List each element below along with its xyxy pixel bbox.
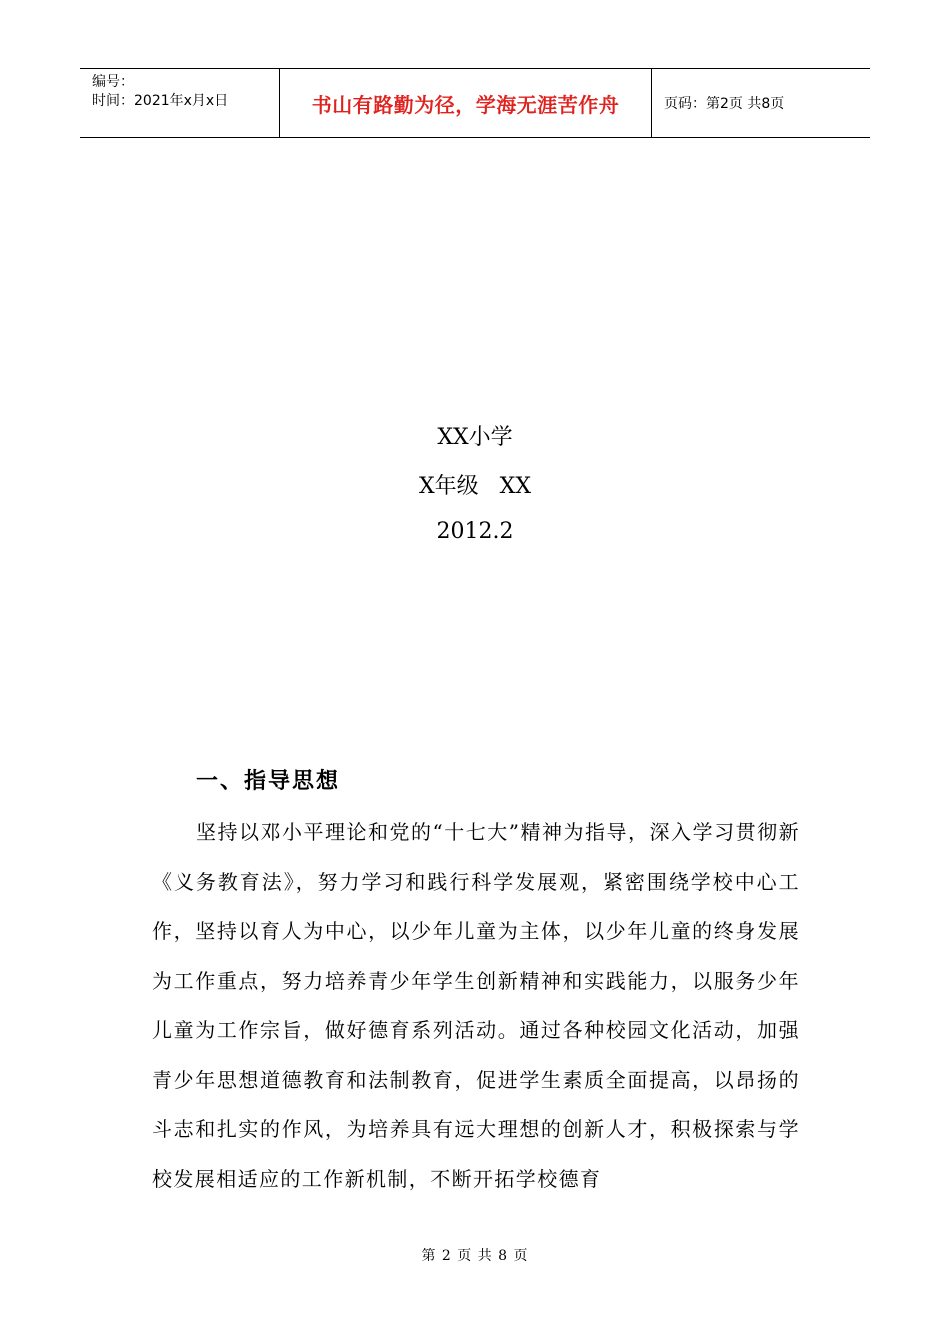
document-header bbox=[80, 68, 870, 138]
document-time-label: 时间：2021年x月x日 bbox=[92, 93, 229, 109]
section-heading: 一、指导思想 bbox=[196, 769, 341, 794]
section-paragraph: 坚持以邓小平理论和党的“十七大”精神为指导，深入学习贯彻新《义务教育法》，努力学习和践行科学发展观，紧密围绕学校中心工作，坚持以育人为中心，以少年儿童为主体，以少年儿童的终身发展为工作重点，努力培养青少年学生创新精神和实践能力，以服务少年儿童为工作宗旨，做好德育系列活动。通过各种校园文化活动，加强青少年思想道德教育和法制教育，促进学生素质全面提高，以昂扬的斗志和扎实的作风，为培养具有远大理想的创新人才，积极探索与学校发展相适应的工作新机制，不断开拓学校德育 bbox=[152, 820, 800, 1191]
document-number-label: 编号： bbox=[92, 74, 134, 90]
cover-grade-name: X年级 XX bbox=[419, 474, 531, 499]
header-motto: 书山有路勤为径，学海无涯苦作舟 bbox=[280, 69, 652, 137]
header-page-info: 页码：第2页 共8页 bbox=[664, 96, 785, 112]
page-footer: 第 2 页 共 8 页 bbox=[421, 1248, 529, 1264]
header-meta-cell bbox=[80, 69, 280, 137]
cover-school-name: XX小学 bbox=[437, 425, 513, 450]
cover-date: 2012.2 bbox=[436, 519, 514, 544]
